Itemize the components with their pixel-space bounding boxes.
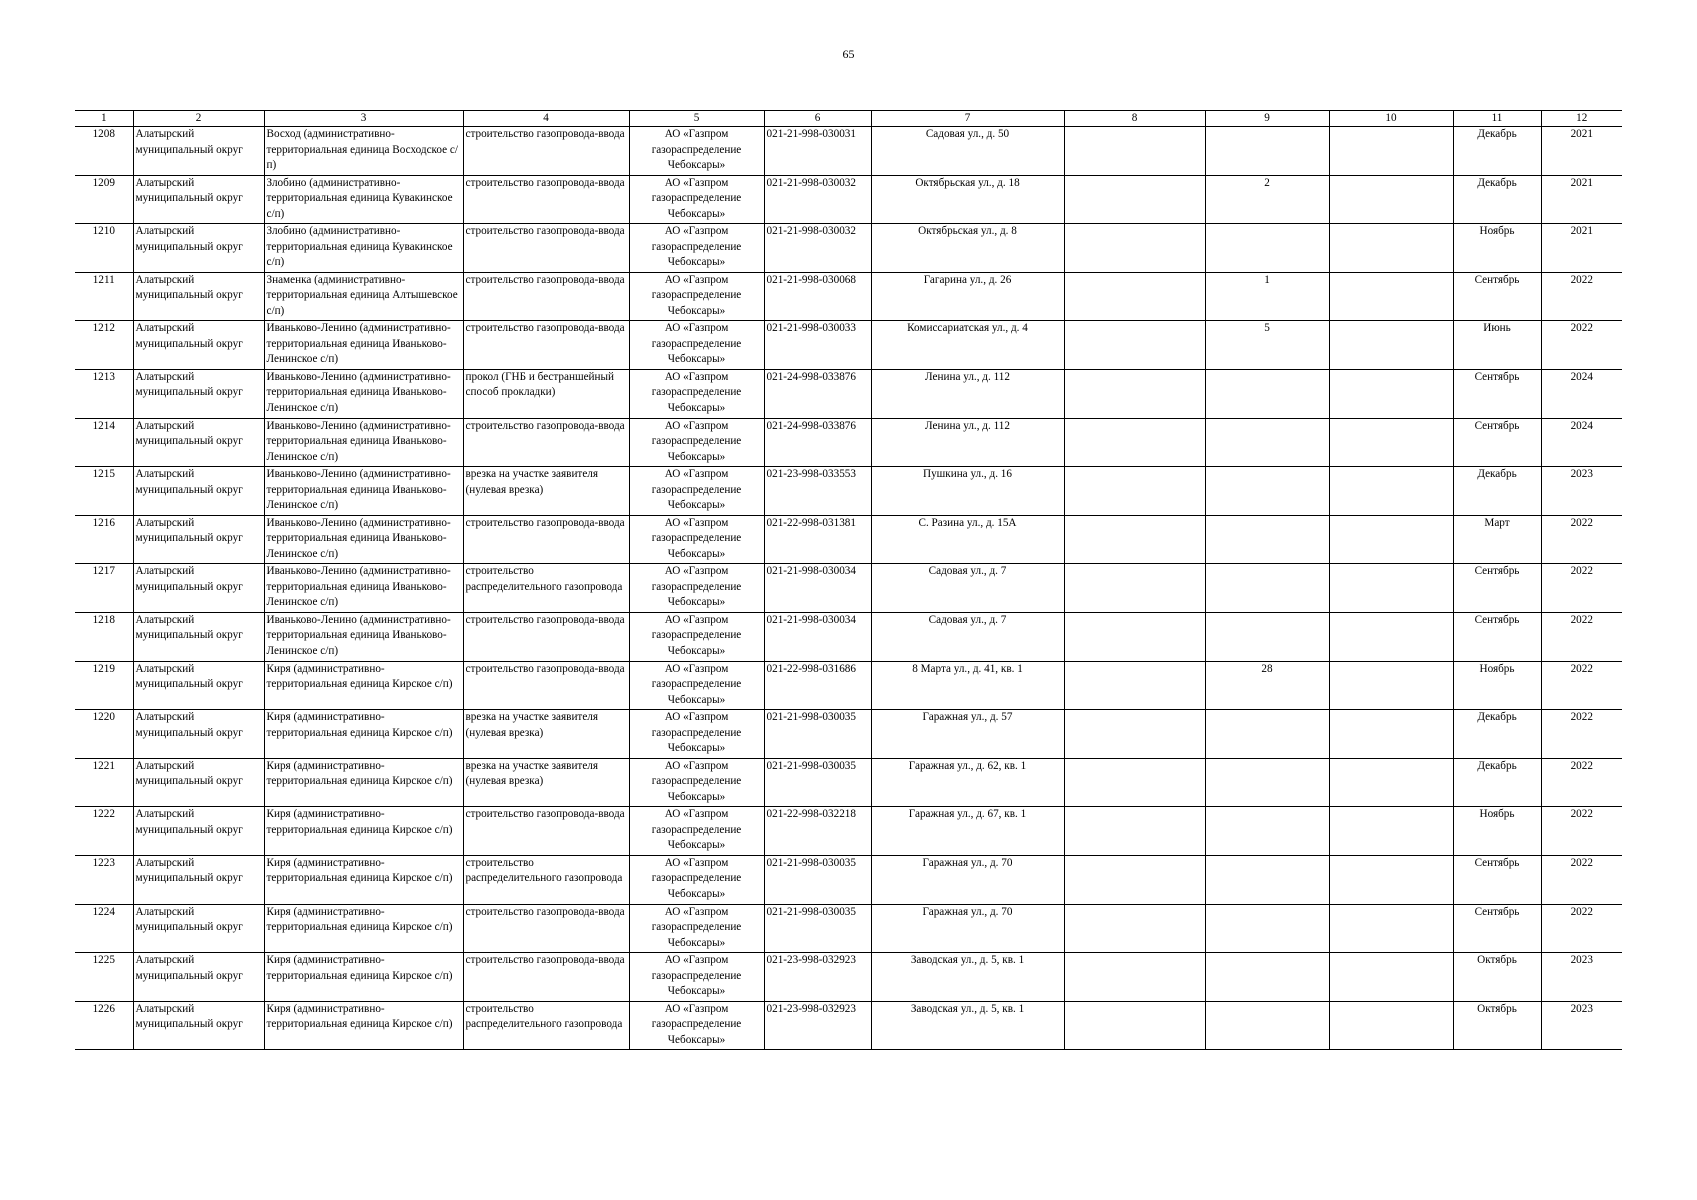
cell-month: Октябрь	[1453, 1001, 1541, 1050]
cell-application-code: 021-21-998-030035	[764, 710, 871, 759]
column-header-3: 3	[264, 111, 463, 127]
cell-row-number: 1217	[75, 564, 133, 613]
cell-organization: АО «Газпром газораспределение Чебоксары»	[629, 953, 764, 1002]
cell-application-code: 021-22-998-031686	[764, 661, 871, 710]
cell-col-10	[1329, 612, 1453, 661]
cell-col-8	[1064, 758, 1205, 807]
column-header-11: 11	[1453, 111, 1541, 127]
cell-col-9	[1205, 855, 1329, 904]
cell-work-type: строительство газопровода-ввода	[463, 661, 629, 710]
cell-settlement: Киря (административно-территориальная единица Кирское с/п)	[264, 710, 463, 759]
table-row	[75, 904, 1622, 953]
cell-work-type: строительство газопровода-ввода	[463, 175, 629, 224]
cell-col-8	[1064, 127, 1205, 176]
table-row	[75, 321, 1622, 370]
cell-work-type: строительство газопровода-ввода	[463, 807, 629, 856]
cell-col-10	[1329, 127, 1453, 176]
column-header-6: 6	[764, 111, 871, 127]
cell-address: Комиссариатская ул., д. 4	[871, 321, 1064, 370]
cell-address: Октябрьская ул., д. 18	[871, 175, 1064, 224]
cell-settlement: Иваньково-Ленино (административно-территориальная единица Иваньково-Ленинское с/п)	[264, 418, 463, 467]
cell-settlement: Киря (административно-территориальная единица Кирское с/п)	[264, 904, 463, 953]
table-body	[75, 127, 1622, 1050]
cell-col-8	[1064, 661, 1205, 710]
cell-address: Ленина ул., д. 112	[871, 369, 1064, 418]
cell-district: Алатырский муниципальный округ	[133, 369, 264, 418]
cell-month: Ноябрь	[1453, 661, 1541, 710]
cell-application-code: 021-21-998-030034	[764, 612, 871, 661]
cell-address: Октябрьская ул., д. 8	[871, 224, 1064, 273]
cell-work-type: прокол (ГНБ и бестраншейный способ прокладки)	[463, 369, 629, 418]
cell-month: Декабрь	[1453, 127, 1541, 176]
cell-district: Алатырский муниципальный округ	[133, 515, 264, 564]
cell-col-8	[1064, 564, 1205, 613]
cell-year: 2022	[1541, 564, 1622, 613]
cell-organization: АО «Газпром газораспределение Чебоксары»	[629, 467, 764, 516]
cell-year: 2022	[1541, 661, 1622, 710]
cell-col-8	[1064, 807, 1205, 856]
cell-row-number: 1226	[75, 1001, 133, 1050]
cell-month: Июнь	[1453, 321, 1541, 370]
cell-district: Алатырский муниципальный округ	[133, 710, 264, 759]
cell-month: Ноябрь	[1453, 224, 1541, 273]
cell-work-type: строительство распределительного газопровода	[463, 1001, 629, 1050]
cell-application-code: 021-21-998-030035	[764, 758, 871, 807]
cell-district: Алатырский муниципальный округ	[133, 904, 264, 953]
cell-district: Алатырский муниципальный округ	[133, 418, 264, 467]
cell-organization: АО «Газпром газораспределение Чебоксары»	[629, 1001, 764, 1050]
cell-settlement: Киря (административно-территориальная единица Кирское с/п)	[264, 1001, 463, 1050]
cell-col-8	[1064, 224, 1205, 273]
cell-year: 2022	[1541, 321, 1622, 370]
cell-organization: АО «Газпром газораспределение Чебоксары»	[629, 612, 764, 661]
table-row	[75, 661, 1622, 710]
table-row	[75, 272, 1622, 321]
cell-year: 2021	[1541, 127, 1622, 176]
cell-application-code: 021-24-998-033876	[764, 418, 871, 467]
column-header-8: 8	[1064, 111, 1205, 127]
cell-application-code: 021-21-998-030034	[764, 564, 871, 613]
cell-work-type: строительство газопровода-ввода	[463, 904, 629, 953]
cell-year: 2022	[1541, 807, 1622, 856]
cell-col-9: 1	[1205, 272, 1329, 321]
cell-month: Сентябрь	[1453, 855, 1541, 904]
cell-year: 2022	[1541, 612, 1622, 661]
cell-col-9	[1205, 612, 1329, 661]
cell-row-number: 1223	[75, 855, 133, 904]
cell-address: 8 Марта ул., д. 41, кв. 1	[871, 661, 1064, 710]
table-row	[75, 515, 1622, 564]
cell-col-10	[1329, 807, 1453, 856]
cell-col-8	[1064, 515, 1205, 564]
cell-settlement: Киря (административно-территориальная единица Кирское с/п)	[264, 855, 463, 904]
table-row	[75, 758, 1622, 807]
cell-row-number: 1225	[75, 953, 133, 1002]
cell-month: Октябрь	[1453, 953, 1541, 1002]
cell-col-8	[1064, 855, 1205, 904]
cell-col-10	[1329, 272, 1453, 321]
cell-col-8	[1064, 321, 1205, 370]
cell-organization: АО «Газпром газораспределение Чебоксары»	[629, 224, 764, 273]
cell-district: Алатырский муниципальный округ	[133, 661, 264, 710]
cell-settlement: Киря (административно-территориальная единица Кирское с/п)	[264, 807, 463, 856]
cell-col-8	[1064, 710, 1205, 759]
cell-work-type: строительство газопровода-ввода	[463, 321, 629, 370]
cell-col-9	[1205, 369, 1329, 418]
cell-col-9	[1205, 710, 1329, 759]
cell-application-code: 021-24-998-033876	[764, 369, 871, 418]
table-row	[75, 710, 1622, 759]
cell-district: Алатырский муниципальный округ	[133, 758, 264, 807]
cell-col-10	[1329, 855, 1453, 904]
cell-year: 2021	[1541, 224, 1622, 273]
cell-application-code: 021-21-998-030033	[764, 321, 871, 370]
column-header-5: 5	[629, 111, 764, 127]
column-header-4: 4	[463, 111, 629, 127]
cell-col-10	[1329, 515, 1453, 564]
cell-col-9	[1205, 515, 1329, 564]
cell-row-number: 1224	[75, 904, 133, 953]
column-header-7: 7	[871, 111, 1064, 127]
cell-col-10	[1329, 953, 1453, 1002]
cell-settlement: Иваньково-Ленино (административно-территориальная единица Иваньково-Ленинское с/п)	[264, 515, 463, 564]
column-header-9: 9	[1205, 111, 1329, 127]
cell-col-9	[1205, 758, 1329, 807]
cell-col-10	[1329, 1001, 1453, 1050]
cell-district: Алатырский муниципальный округ	[133, 807, 264, 856]
cell-col-10	[1329, 175, 1453, 224]
cell-address: Ленина ул., д. 112	[871, 418, 1064, 467]
cell-col-9	[1205, 953, 1329, 1002]
cell-settlement: Восход (административно-территориальная единица Восходское с/п)	[264, 127, 463, 176]
cell-year: 2023	[1541, 1001, 1622, 1050]
cell-col-8	[1064, 612, 1205, 661]
cell-organization: АО «Газпром газораспределение Чебоксары»	[629, 661, 764, 710]
table-row	[75, 369, 1622, 418]
cell-organization: АО «Газпром газораспределение Чебоксары»	[629, 807, 764, 856]
cell-settlement: Иваньково-Ленино (административно-территориальная единица Иваньково-Ленинское с/п)	[264, 612, 463, 661]
cell-month: Сентябрь	[1453, 904, 1541, 953]
cell-organization: АО «Газпром газораспределение Чебоксары»	[629, 175, 764, 224]
table-row	[75, 807, 1622, 856]
table-row	[75, 564, 1622, 613]
cell-month: Декабрь	[1453, 758, 1541, 807]
table-row	[75, 855, 1622, 904]
cell-settlement: Киря (административно-территориальная единица Кирское с/п)	[264, 953, 463, 1002]
cell-col-10	[1329, 564, 1453, 613]
cell-application-code: 021-22-998-031381	[764, 515, 871, 564]
cell-settlement: Иваньково-Ленино (административно-территориальная единица Иваньково-Ленинское с/п)	[264, 564, 463, 613]
cell-col-10	[1329, 904, 1453, 953]
cell-year: 2021	[1541, 175, 1622, 224]
cell-row-number: 1216	[75, 515, 133, 564]
cell-work-type: строительство газопровода-ввода	[463, 418, 629, 467]
cell-work-type: строительство газопровода-ввода	[463, 224, 629, 273]
cell-district: Алатырский муниципальный округ	[133, 612, 264, 661]
cell-month: Сентябрь	[1453, 369, 1541, 418]
cell-year: 2023	[1541, 953, 1622, 1002]
cell-organization: АО «Газпром газораспределение Чебоксары»	[629, 758, 764, 807]
cell-col-10	[1329, 467, 1453, 516]
cell-work-type: строительство распределительного газопровода	[463, 855, 629, 904]
cell-settlement: Иваньково-Ленино (административно-территориальная единица Иваньково-Ленинское с/п)	[264, 321, 463, 370]
cell-work-type: врезка на участке заявителя (нулевая врезка)	[463, 467, 629, 516]
cell-settlement: Знаменка (административно-территориальная единица Алтышевское с/п)	[264, 272, 463, 321]
cell-address: Гаражная ул., д. 70	[871, 855, 1064, 904]
cell-work-type: строительство газопровода-ввода	[463, 127, 629, 176]
cell-row-number: 1215	[75, 467, 133, 516]
cell-row-number: 1209	[75, 175, 133, 224]
cell-settlement: Иваньково-Ленино (административно-территориальная единица Иваньково-Ленинское с/п)	[264, 369, 463, 418]
cell-col-10	[1329, 418, 1453, 467]
cell-organization: АО «Газпром газораспределение Чебоксары»	[629, 127, 764, 176]
cell-work-type: строительство распределительного газопровода	[463, 564, 629, 613]
cell-col-8	[1064, 418, 1205, 467]
cell-month: Март	[1453, 515, 1541, 564]
cell-district: Алатырский муниципальный округ	[133, 855, 264, 904]
cell-year: 2022	[1541, 272, 1622, 321]
cell-col-10	[1329, 224, 1453, 273]
cell-col-9	[1205, 1001, 1329, 1050]
cell-address: Гаражная ул., д. 57	[871, 710, 1064, 759]
cell-district: Алатырский муниципальный округ	[133, 127, 264, 176]
cell-district: Алатырский муниципальный округ	[133, 175, 264, 224]
column-header-2: 2	[133, 111, 264, 127]
cell-col-9	[1205, 224, 1329, 273]
cell-year: 2022	[1541, 855, 1622, 904]
cell-col-8	[1064, 1001, 1205, 1050]
cell-col-8	[1064, 953, 1205, 1002]
cell-row-number: 1211	[75, 272, 133, 321]
cell-organization: АО «Газпром газораспределение Чебоксары»	[629, 418, 764, 467]
cell-settlement: Киря (административно-территориальная единица Кирское с/п)	[264, 661, 463, 710]
page-number: 65	[842, 47, 855, 61]
cell-work-type: строительство газопровода-ввода	[463, 272, 629, 321]
cell-application-code: 021-23-998-032923	[764, 1001, 871, 1050]
cell-month: Сентябрь	[1453, 272, 1541, 321]
table-row	[75, 127, 1622, 176]
cell-application-code: 021-21-998-030035	[764, 904, 871, 953]
cell-col-9	[1205, 564, 1329, 613]
cell-col-9	[1205, 807, 1329, 856]
cell-row-number: 1222	[75, 807, 133, 856]
column-header-1: 1	[75, 111, 133, 127]
cell-col-10	[1329, 369, 1453, 418]
cell-district: Алатырский муниципальный округ	[133, 467, 264, 516]
cell-application-code: 021-21-998-030032	[764, 175, 871, 224]
cell-col-9	[1205, 904, 1329, 953]
cell-address: Заводская ул., д. 5, кв. 1	[871, 953, 1064, 1002]
cell-organization: АО «Газпром газораспределение Чебоксары»	[629, 272, 764, 321]
cell-settlement: Злобино (административно-территориальная единица Кувакинское с/п)	[264, 175, 463, 224]
cell-organization: АО «Газпром газораспределение Чебоксары»	[629, 369, 764, 418]
cell-month: Ноябрь	[1453, 807, 1541, 856]
cell-year: 2022	[1541, 710, 1622, 759]
cell-application-code: 021-21-998-030032	[764, 224, 871, 273]
cell-col-8	[1064, 369, 1205, 418]
cell-row-number: 1213	[75, 369, 133, 418]
table-row	[75, 467, 1622, 516]
cell-col-9: 2	[1205, 175, 1329, 224]
gas-connection-table	[75, 110, 1622, 1050]
cell-col-10	[1329, 661, 1453, 710]
cell-col-10	[1329, 321, 1453, 370]
cell-address: Гаражная ул., д. 62, кв. 1	[871, 758, 1064, 807]
cell-row-number: 1210	[75, 224, 133, 273]
table-row	[75, 418, 1622, 467]
cell-col-9	[1205, 467, 1329, 516]
cell-district: Алатырский муниципальный округ	[133, 321, 264, 370]
cell-address: Садовая ул., д. 7	[871, 612, 1064, 661]
column-header-10: 10	[1329, 111, 1453, 127]
cell-application-code: 021-22-998-032218	[764, 807, 871, 856]
cell-work-type: строительство газопровода-ввода	[463, 612, 629, 661]
column-number-row	[75, 111, 1622, 127]
cell-address: Садовая ул., д. 7	[871, 564, 1064, 613]
cell-district: Алатырский муниципальный округ	[133, 224, 264, 273]
cell-address: Заводская ул., д. 5, кв. 1	[871, 1001, 1064, 1050]
cell-col-8	[1064, 272, 1205, 321]
cell-col-10	[1329, 758, 1453, 807]
cell-row-number: 1221	[75, 758, 133, 807]
cell-month: Сентябрь	[1453, 418, 1541, 467]
table-row	[75, 224, 1622, 273]
cell-row-number: 1212	[75, 321, 133, 370]
cell-row-number: 1214	[75, 418, 133, 467]
cell-organization: АО «Газпром газораспределение Чебоксары»	[629, 321, 764, 370]
cell-row-number: 1208	[75, 127, 133, 176]
cell-settlement: Злобино (административно-территориальная единица Кувакинское с/п)	[264, 224, 463, 273]
cell-year: 2024	[1541, 418, 1622, 467]
cell-work-type: строительство газопровода-ввода	[463, 953, 629, 1002]
cell-organization: АО «Газпром газораспределение Чебоксары»	[629, 710, 764, 759]
cell-year: 2023	[1541, 467, 1622, 516]
cell-organization: АО «Газпром газораспределение Чебоксары»	[629, 564, 764, 613]
cell-row-number: 1219	[75, 661, 133, 710]
cell-year: 2022	[1541, 758, 1622, 807]
cell-address: Пушкина ул., д. 16	[871, 467, 1064, 516]
cell-settlement: Киря (административно-территориальная единица Кирское с/п)	[264, 758, 463, 807]
cell-organization: АО «Газпром газораспределение Чебоксары»	[629, 515, 764, 564]
cell-address: Гаражная ул., д. 70	[871, 904, 1064, 953]
cell-col-8	[1064, 467, 1205, 516]
cell-col-10	[1329, 710, 1453, 759]
cell-district: Алатырский муниципальный округ	[133, 1001, 264, 1050]
table-row	[75, 1001, 1622, 1050]
cell-organization: АО «Газпром газораспределение Чебоксары»	[629, 855, 764, 904]
cell-work-type: врезка на участке заявителя (нулевая врезка)	[463, 710, 629, 759]
cell-application-code: 021-23-998-033553	[764, 467, 871, 516]
table-row	[75, 953, 1622, 1002]
cell-application-code: 021-21-998-030035	[764, 855, 871, 904]
cell-row-number: 1218	[75, 612, 133, 661]
cell-year: 2022	[1541, 904, 1622, 953]
cell-application-code: 021-21-998-030068	[764, 272, 871, 321]
cell-row-number: 1220	[75, 710, 133, 759]
cell-col-8	[1064, 904, 1205, 953]
cell-col-9: 28	[1205, 661, 1329, 710]
table-row	[75, 175, 1622, 224]
cell-month: Сентябрь	[1453, 612, 1541, 661]
cell-col-9	[1205, 127, 1329, 176]
cell-month: Сентябрь	[1453, 564, 1541, 613]
cell-address: Садовая ул., д. 50	[871, 127, 1064, 176]
cell-year: 2024	[1541, 369, 1622, 418]
cell-year: 2022	[1541, 515, 1622, 564]
cell-col-8	[1064, 175, 1205, 224]
table-row	[75, 612, 1622, 661]
cell-district: Алатырский муниципальный округ	[133, 953, 264, 1002]
cell-application-code: 021-21-998-030031	[764, 127, 871, 176]
cell-month: Декабрь	[1453, 467, 1541, 516]
cell-address: Гаражная ул., д. 67, кв. 1	[871, 807, 1064, 856]
cell-col-9	[1205, 418, 1329, 467]
cell-organization: АО «Газпром газораспределение Чебоксары»	[629, 904, 764, 953]
cell-col-9: 5	[1205, 321, 1329, 370]
column-header-12: 12	[1541, 111, 1622, 127]
cell-settlement: Иваньково-Ленино (административно-территориальная единица Иваньково-Ленинское с/п)	[264, 467, 463, 516]
cell-work-type: строительство газопровода-ввода	[463, 515, 629, 564]
cell-month: Декабрь	[1453, 710, 1541, 759]
cell-address: С. Разина ул., д. 15А	[871, 515, 1064, 564]
cell-district: Алатырский муниципальный округ	[133, 564, 264, 613]
cell-application-code: 021-23-998-032923	[764, 953, 871, 1002]
cell-month: Декабрь	[1453, 175, 1541, 224]
cell-address: Гагарина ул., д. 26	[871, 272, 1064, 321]
cell-work-type: врезка на участке заявителя (нулевая врезка)	[463, 758, 629, 807]
cell-district: Алатырский муниципальный округ	[133, 272, 264, 321]
